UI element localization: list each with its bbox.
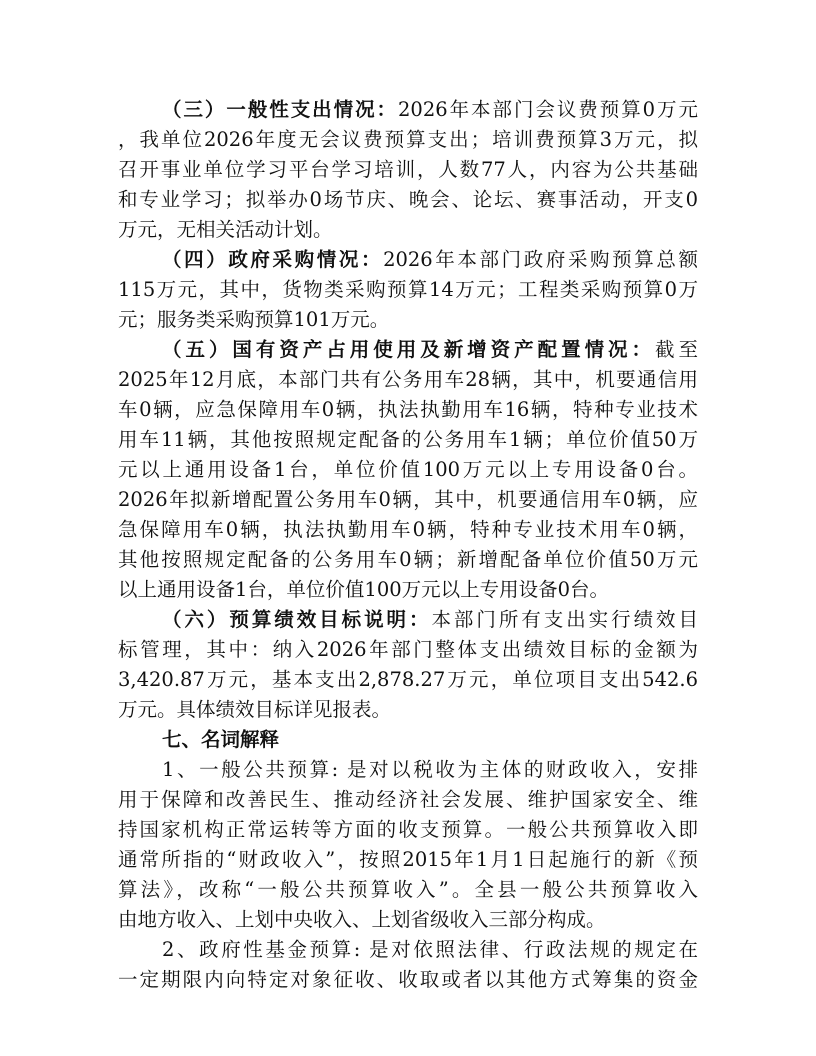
line-text: 召开事业单位学习平台学习培训，人数77人，内容为公共基础 bbox=[118, 158, 698, 181]
paragraph-line bbox=[118, 755, 698, 785]
section-heading: （三）一般性支出情况： bbox=[162, 98, 398, 121]
paragraph-line bbox=[118, 935, 698, 965]
paragraph-line bbox=[118, 125, 698, 155]
paragraph-glossary-fund-budget bbox=[118, 935, 698, 995]
line-text: 2026年拟新增配置公务用车0辆，其中，机要通信用车0辆，应 bbox=[118, 488, 698, 511]
line-text: 通常所指的“财政收入”，按照2015年1月1日起施行的新《预 bbox=[118, 848, 698, 871]
paragraph-line bbox=[118, 845, 698, 875]
section-heading: （五）国有资产占用使用及新增资产配置情况： bbox=[162, 338, 655, 361]
paragraph-line bbox=[118, 485, 698, 515]
paragraph-line bbox=[118, 815, 698, 845]
line-text: 其他按照规定配备的公务用车0辆；新增配备单位价值50万元 bbox=[118, 548, 698, 571]
paragraph-line bbox=[118, 185, 698, 215]
line-text: 万元，无相关活动计划。 bbox=[118, 218, 333, 241]
line-text: 万元。具体绩效目标详见报表。 bbox=[118, 698, 392, 721]
line-text: 一定期限内向特定对象征收、收取或者以其他方式筹集的资金 bbox=[118, 968, 698, 991]
section-heading: （四）政府采购情况： bbox=[162, 248, 384, 271]
section-glossary-heading bbox=[118, 725, 698, 755]
line-text: 2025年12月底，本部门共有公务用车28辆，其中，机要通信用 bbox=[118, 368, 698, 391]
line-text: 元；服务类采购预算101万元。 bbox=[118, 308, 390, 331]
paragraph-government-procurement bbox=[118, 245, 698, 335]
paragraph-line bbox=[118, 515, 698, 545]
paragraph-line bbox=[118, 335, 698, 365]
paragraph-line bbox=[118, 965, 698, 995]
line-text: 2、政府性基金预算: 是对依照法律、行政法规的规定在 bbox=[162, 938, 698, 961]
paragraph-line bbox=[118, 365, 698, 395]
line-text: 车0辆，应急保障用车0辆，执法执勤用车16辆，特种专业技术 bbox=[118, 398, 698, 421]
paragraph-line bbox=[118, 455, 698, 485]
line-text: 持国家机构正常运转等方面的收支预算。一般公共预算收入即 bbox=[118, 818, 698, 841]
paragraph-line bbox=[118, 395, 698, 425]
paragraph-line bbox=[118, 875, 698, 905]
paragraph-line bbox=[118, 545, 698, 575]
paragraph-line bbox=[118, 425, 698, 455]
line-text: 算法》，改称“一般公共预算收入”。全县一般公共预算收入 bbox=[118, 878, 698, 901]
line-text: 由地方收入、上划中央收入、上划省级收入三部分构成。 bbox=[118, 908, 606, 931]
paragraph-line bbox=[118, 95, 698, 125]
line-text: 1、一般公共预算: 是对以税收为主体的财政收入，安排 bbox=[162, 758, 698, 781]
paragraph-line bbox=[118, 785, 698, 815]
paragraph-line bbox=[118, 155, 698, 185]
line-text: 115万元，其中，货物类采购预算14万元；工程类采购预算0万 bbox=[118, 278, 698, 301]
paragraph-line bbox=[118, 605, 698, 635]
line-text: ，我单位2026年度无会议费预算支出；培训费预算3万元，拟 bbox=[118, 128, 698, 151]
line-text: 2026年本部门会议费预算0万元 bbox=[398, 98, 698, 121]
line-text: 急保障用车0辆，执法执勤用车0辆，特种专业技术用车0辆， bbox=[118, 518, 698, 541]
line-text: 截至 bbox=[655, 338, 698, 361]
paragraph-line bbox=[118, 635, 698, 665]
paragraph-line bbox=[118, 905, 698, 935]
line-text: 2026年本部门政府采购预算总额 bbox=[383, 248, 698, 271]
line-text: 本部门所有支出实行绩效目 bbox=[431, 608, 698, 631]
line-text: 以上通用设备1台，单位价值100万元以上专用设备0台。 bbox=[118, 578, 610, 601]
paragraph-state-assets bbox=[118, 335, 698, 605]
section-heading: （六）预算绩效目标说明： bbox=[162, 608, 432, 631]
paragraph-performance-goals bbox=[118, 605, 698, 725]
line-text: 元以上通用设备1台，单位价值100万元以上专用设备0台。 bbox=[118, 458, 698, 481]
line-text: 用于保障和改善民生、推动经济社会发展、维护国家安全、维 bbox=[118, 788, 698, 811]
paragraph-glossary-general-budget bbox=[118, 755, 698, 935]
paragraph-line bbox=[118, 245, 698, 275]
section-heading: 七、名词解释 bbox=[162, 728, 280, 751]
paragraph-line bbox=[118, 695, 698, 725]
paragraph-line bbox=[118, 575, 698, 605]
line-text: 和专业学习；拟举办0场节庆、晚会、论坛、赛事活动，开支0 bbox=[118, 188, 698, 211]
paragraph-line bbox=[118, 305, 698, 335]
paragraph-general-expenditure bbox=[118, 95, 698, 245]
paragraph-line bbox=[118, 215, 698, 245]
document-page bbox=[118, 95, 698, 995]
line-text: 用车11辆，其他按照规定配备的公务用车1辆；单位价值50万 bbox=[118, 428, 698, 451]
paragraph-line bbox=[118, 275, 698, 305]
paragraph-line bbox=[118, 725, 698, 755]
line-text: 标管理，其中：纳入2026年部门整体支出绩效目标的金额为 bbox=[118, 638, 698, 661]
paragraph-line bbox=[118, 665, 698, 695]
line-text: 3,420.87万元，基本支出2,878.27万元，单位项目支出542.6 bbox=[118, 668, 698, 691]
